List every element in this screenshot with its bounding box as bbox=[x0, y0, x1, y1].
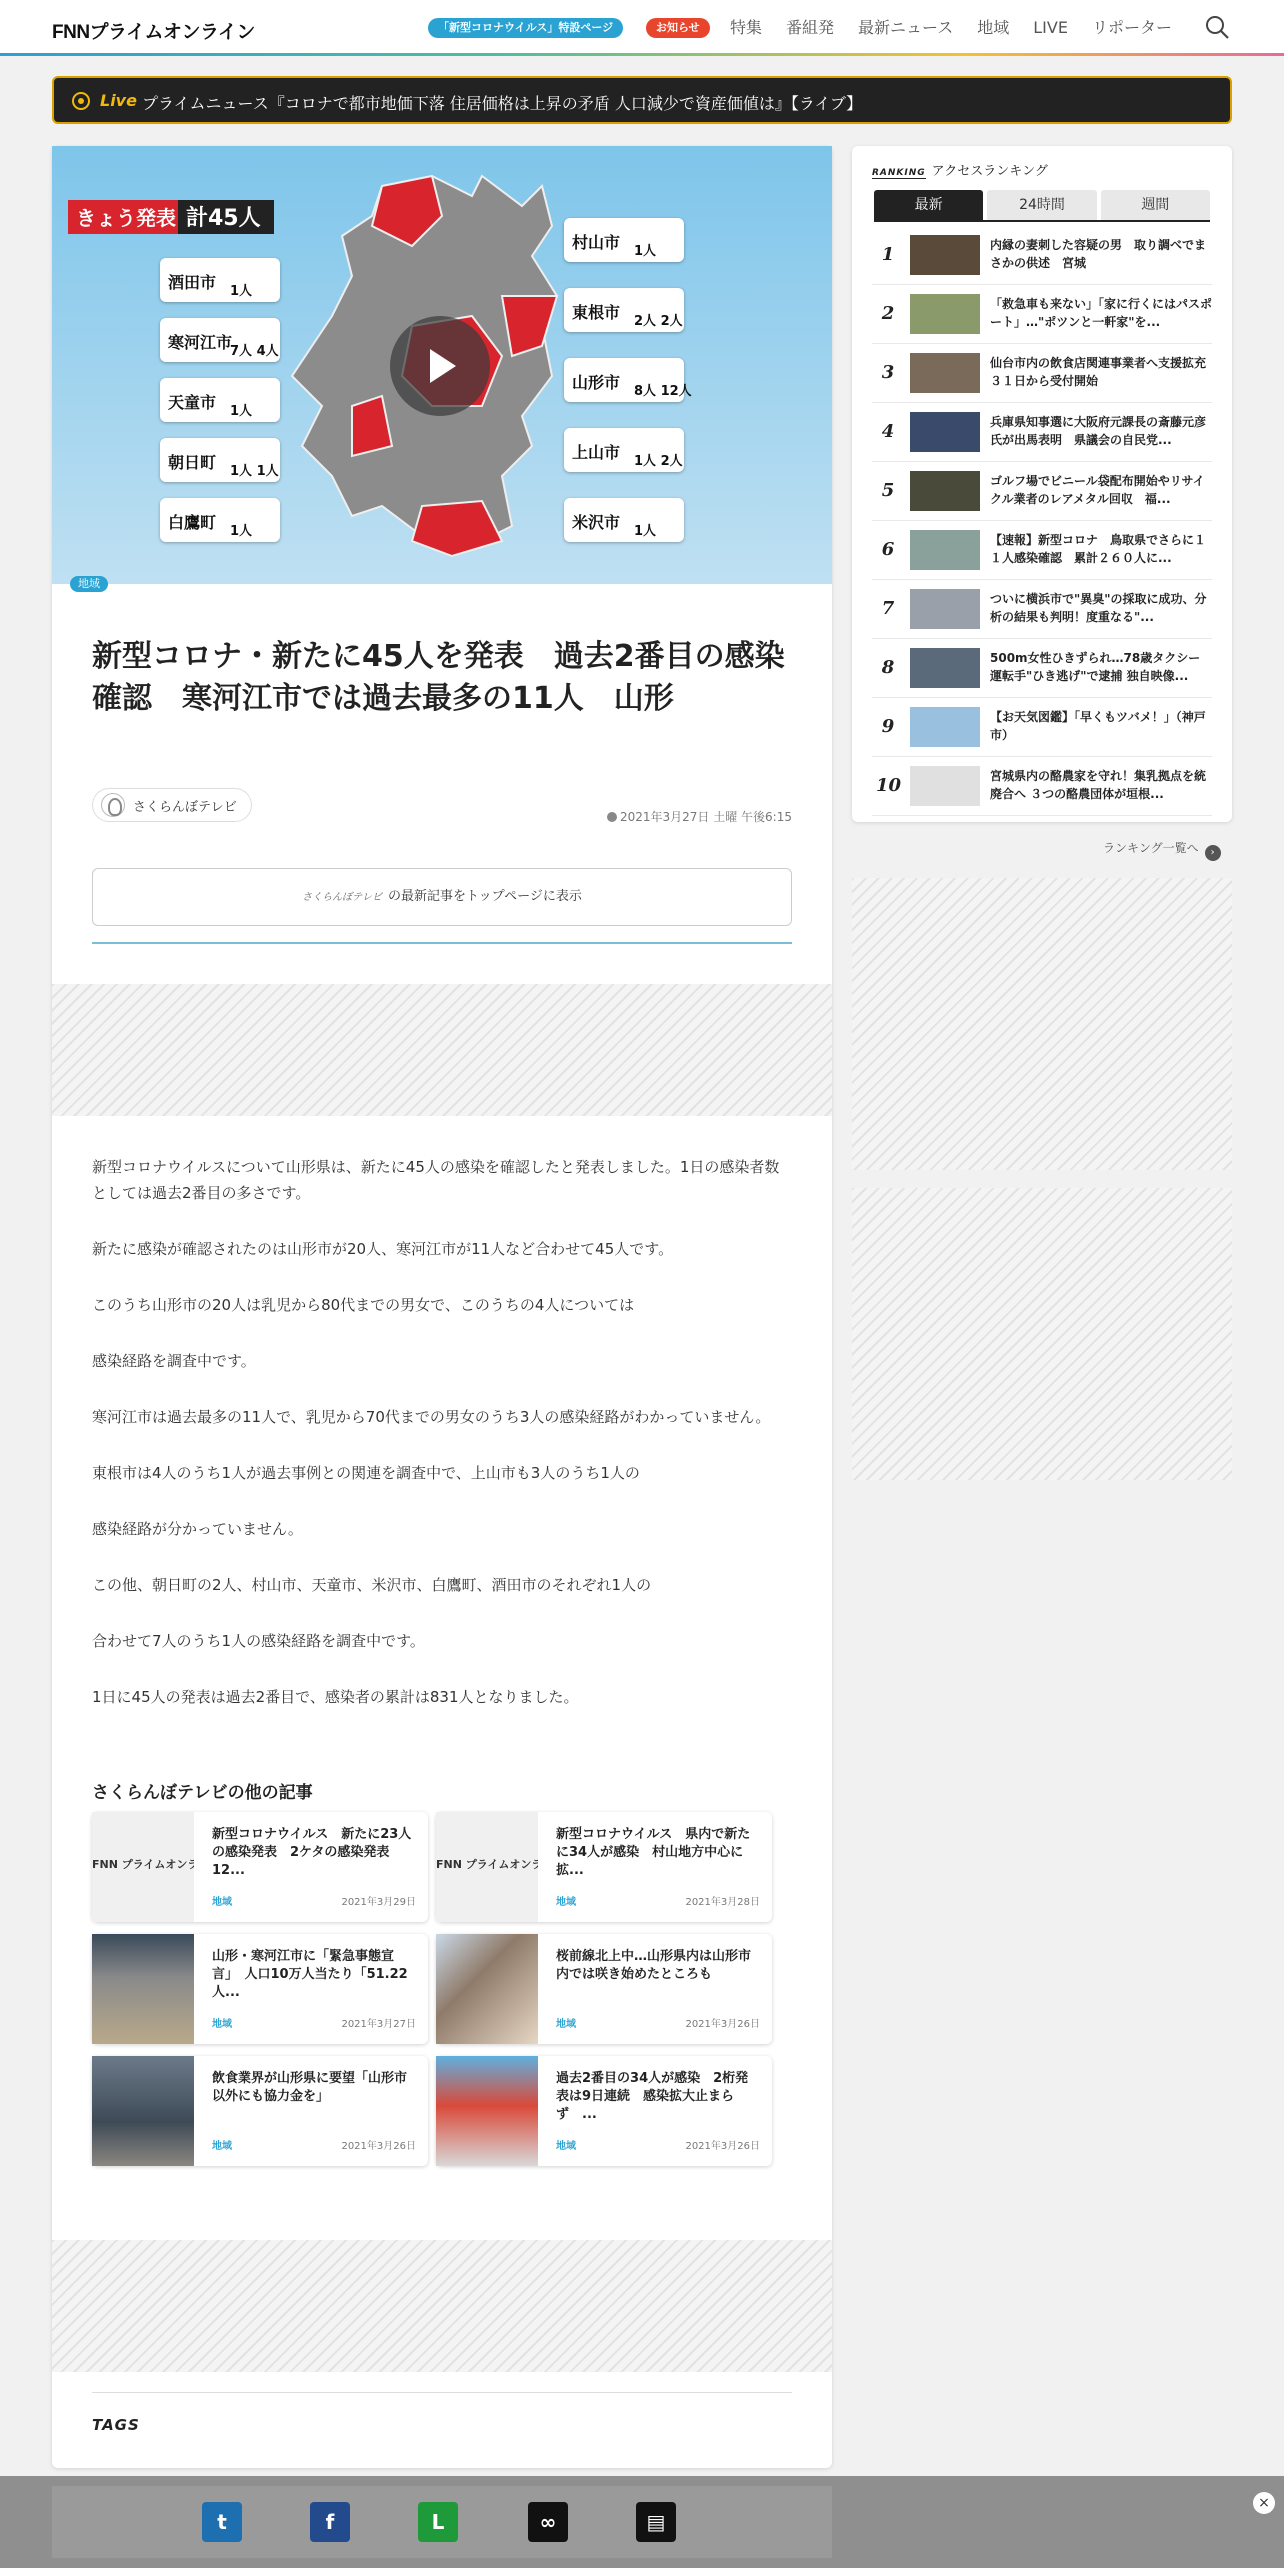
publisher-icon bbox=[101, 793, 125, 817]
facebook-icon: f bbox=[325, 2510, 335, 2534]
map-city-label bbox=[564, 358, 692, 402]
map-city-label bbox=[160, 438, 280, 482]
ranking-number: 9 bbox=[881, 716, 895, 737]
ranking-text: 500m女性ひきずられ…78歳タクシー運転手"ひき逃げ"で逮捕 独自映像... bbox=[990, 651, 1201, 683]
ranking-tab-underline bbox=[874, 220, 1210, 222]
ranking-number: 3 bbox=[881, 362, 895, 383]
header-gradient-line bbox=[0, 53, 1284, 56]
covid-special-pill[interactable]: 「新型コロナウイルス」特設ページ bbox=[428, 18, 623, 38]
nav-item-features[interactable]: 特集 bbox=[730, 18, 763, 37]
hero-banner-right: 計45人 bbox=[186, 206, 261, 231]
publisher-chip[interactable] bbox=[92, 788, 252, 822]
tab-24h[interactable]: 24時間 bbox=[987, 190, 1096, 220]
hero-banner-left: きょう発表 bbox=[76, 206, 176, 230]
article-body bbox=[92, 1154, 792, 1740]
ranking-thumbnail bbox=[910, 353, 980, 393]
map-city-label bbox=[564, 428, 684, 472]
ranking-more-label: ランキング一覧へ bbox=[1103, 841, 1199, 855]
ranking-item[interactable] bbox=[872, 580, 1212, 639]
ranking-item[interactable] bbox=[872, 639, 1212, 698]
ranking-thumbnail bbox=[910, 707, 980, 747]
live-headline[interactable]: プライムニュース『コロナで都市地価下落 住居価格は上昇の矛盾 人口減少で資産価値は』【ライブ】 bbox=[142, 94, 863, 113]
ranking-number: 6 bbox=[881, 539, 895, 560]
article-paragraph: 寒河江市は過去最多の11人で、乳児から70代までの男女のうち3人の感染経路がわかっていません。 bbox=[92, 1408, 771, 1426]
tags-divider bbox=[92, 2392, 792, 2393]
ranking-number: 1 bbox=[881, 244, 895, 265]
chevron-right-icon: › bbox=[1205, 845, 1221, 861]
main-nav bbox=[730, 18, 1196, 38]
other-article-date: 2021年3月26日 bbox=[341, 2141, 416, 2152]
ranking-thumbnail bbox=[910, 766, 980, 806]
link-icon: ∞ bbox=[539, 2510, 557, 2534]
ranking-text: 「救急車も来ない」「家に行くにはパスポート」…"ポツンと一軒家"を... bbox=[990, 297, 1213, 329]
blue-divider bbox=[92, 942, 792, 944]
other-article-date: 2021年3月28日 bbox=[685, 1897, 760, 1908]
comment-icon: ▤ bbox=[646, 2510, 666, 2534]
map-city-count: 2人 2人 bbox=[634, 314, 683, 329]
other-article-category: 地域 bbox=[556, 2019, 576, 2030]
map-city-label bbox=[160, 378, 280, 422]
ranking-item[interactable] bbox=[872, 462, 1212, 521]
ranking-number: 10 bbox=[876, 775, 902, 796]
map-city-count: 1人 bbox=[230, 524, 253, 539]
map-city-count: 1人 1人 bbox=[230, 464, 279, 479]
share-bar-inner bbox=[52, 2486, 832, 2558]
category-badge: 地域 bbox=[70, 576, 108, 592]
article-paragraph: 東根市は4人のうち1人が過去事例との関連を調査中で、上山市も3人のうち1人の bbox=[92, 1464, 640, 1482]
other-article-title: 山形・寒河江市に「緊急事態宣言」 人口10万人当たり「51.22人... bbox=[212, 1949, 408, 2000]
ranking-more-link[interactable] bbox=[1103, 839, 1221, 861]
ranking-text: 内縁の妻刺した容疑の男 取り調べでまさかの供述 宮城 bbox=[990, 238, 1207, 270]
map-city-label bbox=[160, 258, 280, 302]
map-city-name: 村山市 bbox=[572, 233, 621, 252]
clock-icon bbox=[607, 812, 617, 822]
ranking-item[interactable] bbox=[872, 344, 1219, 403]
share-bar bbox=[0, 2476, 1284, 2568]
article-paragraph: 感染経路を調査中です。 bbox=[92, 1352, 256, 1370]
ad-slot-bottom bbox=[52, 2240, 832, 2372]
nav-item-reporter[interactable]: リポーター bbox=[1091, 18, 1172, 37]
map-city-name: 東根市 bbox=[572, 303, 621, 322]
publisher-name: さくらんぼテレビ bbox=[133, 799, 237, 815]
article-headline: 新型コロナ・新たに45人を発表 過去2番目の感染確認 寒河江市では過去最多の11人 山形 bbox=[92, 639, 785, 716]
other-article-date: 2021年3月29日 bbox=[341, 1897, 416, 1908]
other-article-category: 地域 bbox=[212, 2141, 232, 2152]
article-paragraph: 新型コロナウイルスについて山形県は、新たに45人の感染を確認したと発表しました。1日の感染者数としては過去2番目の多さです。 bbox=[92, 1158, 780, 1202]
line-share-button[interactable] bbox=[418, 2502, 458, 2542]
show-on-top-label: の最新記事をトップページに表示 bbox=[387, 889, 582, 904]
ad-slot-top bbox=[52, 984, 832, 1116]
map-city-count: 1人 bbox=[230, 404, 253, 419]
article-paragraph: 1日に45人の発表は過去2番目で、感染者の累計は831人となりました。 bbox=[92, 1688, 579, 1706]
other-article-title: 過去2番目の34人が感染 2桁発表は9日連続 感染拡大止まらず ... bbox=[556, 2071, 749, 2122]
twitter-icon: t bbox=[217, 2510, 227, 2534]
other-article-title: 新型コロナウイルス 新たに23人の感染発表 2ケタの感染発表12... bbox=[212, 1827, 412, 1878]
article-paragraph: このうち山形市の20人は乳児から80代までの男女で、このうちの4人については bbox=[92, 1296, 635, 1314]
ranking-number: 8 bbox=[881, 657, 895, 678]
map-city-count: 7人 4人 bbox=[230, 344, 279, 359]
ranking-thumbnail bbox=[910, 530, 980, 570]
article-paragraph: この他、朝日町の2人、村山市、天童市、米沢市、白鷹町、酒田市のそれぞれ1人の bbox=[92, 1576, 652, 1594]
tab-latest[interactable]: 最新 bbox=[874, 190, 983, 220]
map-city-label bbox=[564, 498, 684, 542]
live-icon bbox=[72, 92, 90, 110]
other-article-date: 2021年3月27日 bbox=[341, 2019, 416, 2030]
ranking-title: アクセスランキング bbox=[931, 164, 1048, 179]
close-icon[interactable]: × bbox=[1253, 2492, 1275, 2514]
nav-item-live[interactable]: LIVE bbox=[1033, 18, 1068, 37]
ranking-text: ついに横浜市で"異臭"の採取に成功、分析の結果も判明！度重なる"... bbox=[990, 592, 1207, 624]
ranking-text: 兵庫県知事選に大阪府元課長の斎藤元彦氏が出馬表明 県議会の自民党... bbox=[990, 415, 1207, 447]
comment-share-button[interactable] bbox=[636, 2502, 676, 2542]
ranking-text: 【お天気図鑑】「早くもツバメ！」（神戸市） bbox=[990, 710, 1206, 742]
ranking-tabs bbox=[874, 190, 1210, 220]
ranking-item[interactable] bbox=[872, 226, 1212, 285]
facebook-share-button[interactable] bbox=[310, 2502, 350, 2542]
other-article-title: 新型コロナウイルス 県内で新たに34人が感染 村山地方中心に拡... bbox=[556, 1827, 751, 1878]
map-city-name: 上山市 bbox=[572, 443, 621, 462]
article-thumbnail bbox=[92, 2056, 194, 2166]
nav-item-programs[interactable]: 番組発 bbox=[786, 18, 835, 37]
ranking-item[interactable] bbox=[872, 757, 1212, 816]
other-article-card[interactable] bbox=[92, 2056, 428, 2166]
ranking-text: ゴルフ場でビニール袋配布開始やリサイクル業者のレアメタル回収 福... bbox=[990, 474, 1205, 506]
map-city-label bbox=[160, 318, 280, 362]
map-city-count: 1人 bbox=[230, 284, 253, 299]
ranking-panel bbox=[852, 146, 1232, 822]
hero-video[interactable] bbox=[52, 146, 832, 584]
ranking-thumbnail bbox=[910, 294, 980, 334]
show-on-top-button[interactable] bbox=[92, 868, 792, 926]
article-thumbnail bbox=[92, 1934, 194, 2044]
other-article-card[interactable] bbox=[436, 1812, 772, 1922]
ranking-badge: RANKING bbox=[872, 168, 926, 178]
map-city-label bbox=[160, 498, 280, 542]
sidebar-ad-1 bbox=[852, 878, 1232, 1170]
ranking-text: 宮城県内の酪農家を守れ！集乳拠点を統廃合へ ３つの酪農団体が垣根... bbox=[990, 769, 1207, 801]
map-city-label bbox=[564, 218, 684, 262]
map-city-name: 米沢市 bbox=[572, 513, 621, 532]
ranking-number: 4 bbox=[881, 421, 895, 442]
article-paragraph: 合わせて7人のうち1人の感染経路を調査中です。 bbox=[92, 1632, 425, 1650]
map-city-name: 山形市 bbox=[572, 373, 621, 392]
article-paragraph: 感染経路が分かっていません。 bbox=[92, 1520, 303, 1538]
ranking-header bbox=[872, 160, 1048, 179]
ranking-thumbnail bbox=[910, 412, 980, 452]
map-city-name: 酒田市 bbox=[168, 273, 217, 292]
article-thumbnail bbox=[436, 1934, 538, 2044]
ranking-number: 2 bbox=[881, 303, 895, 324]
ranking-item[interactable] bbox=[872, 521, 1212, 580]
ranking-item[interactable] bbox=[872, 403, 1212, 462]
site-header bbox=[0, 0, 1284, 56]
ranking-thumbnail bbox=[910, 589, 980, 629]
site-logo[interactable]: FNNプライムオンライン bbox=[52, 22, 255, 43]
article-thumbnail bbox=[436, 2056, 538, 2166]
map-city-count: 1人 2人 bbox=[634, 454, 683, 469]
ranking-text: 仙台市内の飲食店関連事業者へ支援拡充 ３１日から受付開始 bbox=[990, 356, 1219, 388]
map-city-count: 8人 12人 bbox=[634, 384, 692, 399]
article-date-text: 2021年3月27日 土曜 午後6:15 bbox=[619, 810, 792, 824]
other-article-card[interactable] bbox=[92, 1934, 428, 2044]
ranking-number: 7 bbox=[881, 598, 895, 619]
line-icon: L bbox=[431, 2510, 445, 2534]
other-article-card[interactable] bbox=[436, 2056, 772, 2166]
ranking-item[interactable] bbox=[872, 285, 1212, 344]
other-article-date: 2021年3月26日 bbox=[685, 2019, 760, 2030]
other-article-title: 飲食業界が山形県に要望「山形市以外にも協力金を」 bbox=[212, 2071, 408, 2104]
ranking-item[interactable] bbox=[872, 698, 1212, 757]
other-article-category: 地域 bbox=[212, 2019, 232, 2030]
map-city-name: 朝日町 bbox=[168, 453, 217, 472]
other-article-category: 地域 bbox=[556, 1897, 576, 1908]
map-city-label bbox=[564, 288, 684, 332]
link-share-button[interactable] bbox=[528, 2502, 568, 2542]
article-paragraph: 新たに感染が確認されたのは山形市が20人、寒河江市が11人など合わせて45人です。 bbox=[92, 1240, 674, 1258]
ranking-thumbnail bbox=[910, 471, 980, 511]
ranking-text: 【速報】新型コロナ 鳥取県でさらに１１人感染確認 累計２６０人に... bbox=[990, 533, 1207, 565]
live-label: Live bbox=[100, 91, 137, 110]
article-card bbox=[52, 146, 832, 2468]
map-city-name: 寒河江市 bbox=[168, 333, 233, 352]
other-article-card[interactable] bbox=[436, 1934, 772, 2044]
sidebar-ad-2 bbox=[852, 1188, 1232, 1480]
other-article-date: 2021年3月26日 bbox=[685, 2141, 760, 2152]
ranking-thumbnail bbox=[910, 235, 980, 275]
tab-weekly[interactable]: 週間 bbox=[1101, 190, 1210, 220]
play-button[interactable] bbox=[390, 316, 490, 416]
other-article-card[interactable] bbox=[92, 1812, 428, 1922]
publisher-logo-small: さくらんぼテレビ bbox=[302, 892, 382, 903]
article-date bbox=[607, 808, 792, 825]
nav-item-region[interactable]: 地域 bbox=[977, 18, 1010, 37]
ranking-number: 5 bbox=[881, 480, 895, 501]
map-city-name: 天童市 bbox=[168, 393, 217, 412]
nav-item-latest[interactable]: 最新ニュース bbox=[858, 18, 954, 37]
tags-title: TAGS bbox=[92, 2416, 140, 2434]
search-icon[interactable] bbox=[1204, 14, 1230, 40]
other-article-category: 地域 bbox=[556, 2141, 576, 2152]
notice-pill[interactable]: お知らせ bbox=[646, 18, 710, 38]
article-thumbnail bbox=[92, 1812, 194, 1922]
ranking-list bbox=[872, 226, 1219, 816]
ranking-thumbnail bbox=[910, 648, 980, 688]
other-articles-title: さくらんぼテレビの他の記事 bbox=[92, 1783, 313, 1803]
map-city-count: 1人 bbox=[634, 244, 657, 259]
article-thumbnail bbox=[436, 1812, 538, 1922]
live-banner[interactable] bbox=[52, 76, 1232, 124]
other-article-category: 地域 bbox=[212, 1897, 232, 1908]
twitter-share-button[interactable] bbox=[202, 2502, 242, 2542]
other-article-title: 桜前線北上中…山形県内は山形市内では咲き始めたところも bbox=[556, 1949, 752, 1982]
map-region-east bbox=[502, 296, 557, 356]
map-city-count: 1人 bbox=[634, 524, 657, 539]
map-city-name: 白鷹町 bbox=[168, 513, 217, 532]
